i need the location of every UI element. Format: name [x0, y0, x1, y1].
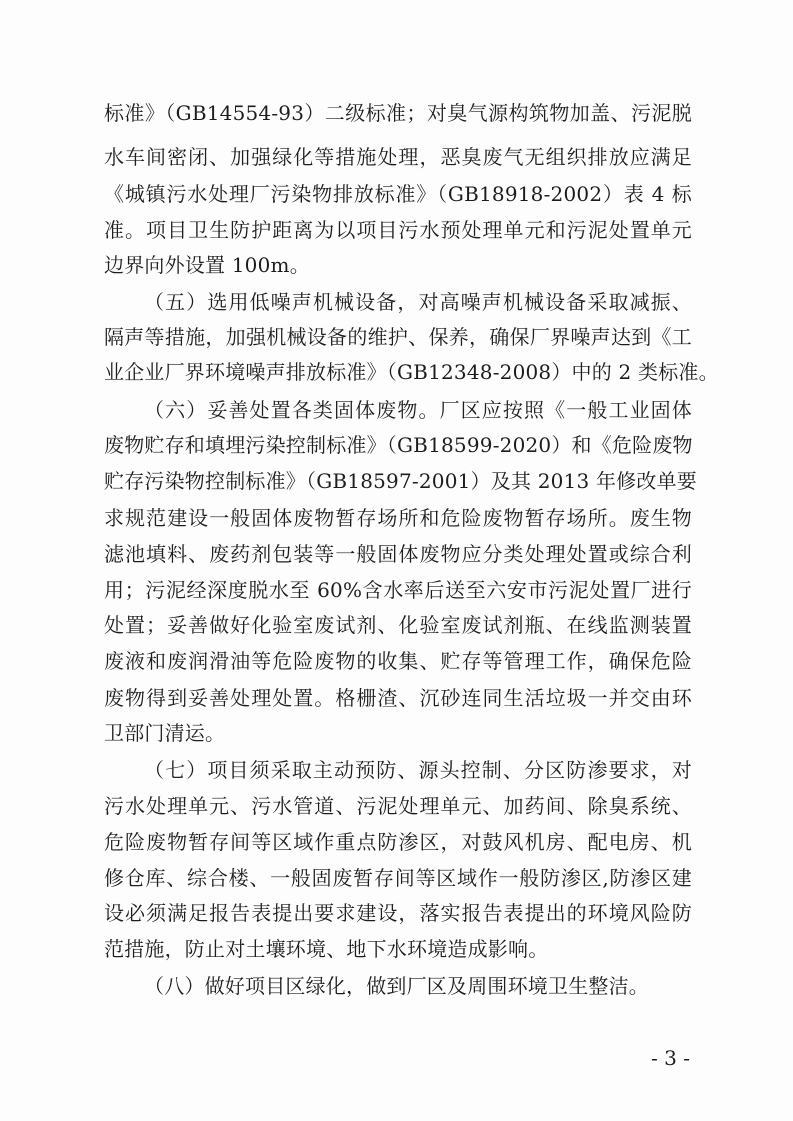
body-line: 范措施，防止对土壤环境、地下水环境造成影响。 — [104, 937, 549, 961]
body-line: 标准》（GB14554-93）二级标准；对臭气源构筑物加盖、污泥脱 — [104, 101, 692, 125]
body-line: 滤池填料、废药剂包装等一般固体废物应分类处理处置或综合利 — [104, 542, 692, 566]
body-line: 废物贮存和填埋污染控制标准》（GB18599-2020）和《危险废物 — [104, 433, 693, 457]
body-line: 设必须满足报告表提出要求建设，落实报告表提出的环境风险防 — [104, 901, 692, 925]
body-line: 业企业厂界环境噪声排放标准》（GB12348-2008）中的 2 类标准。 — [104, 360, 719, 384]
body-line: 隔声等措施，加强机械设备的维护、保养，确保厂界噪声达到《工 — [104, 325, 692, 349]
section-six-heading-line: （六）妥善处置各类固体废物。厂区应按照《一般工业固体 — [144, 398, 692, 422]
body-line: 水车间密闭、加强绿化等措施处理，恶臭废气无组织排放应满足 — [104, 145, 692, 169]
body-line: 贮存污染物控制标准》（GB18597-2001）及其 2013 年修改单要 — [104, 469, 697, 493]
page-number: - 3 - — [651, 1046, 690, 1070]
body-line: 卫部门清运。 — [104, 721, 226, 745]
body-line: 修仓库、综合楼、一般固废暂存间等区域作一般防渗区,防渗区建 — [104, 866, 692, 890]
section-eight-heading-line: （八）做好项目区绿化，做到厂区及周围环境卫生整洁。 — [144, 974, 649, 998]
body-line: 《城镇污水处理厂污染物排放标准》（GB18918-2002）表 4 标 — [104, 182, 692, 206]
body-line: 准。项目卫生防护距离为以项目污水预处理单元和污泥处置单元 — [104, 218, 692, 242]
section-seven-heading-line: （七）项目须采取主动预防、源头控制、分区防渗要求，对 — [144, 758, 692, 782]
body-line: 处置；妥善做好化验室废试剂、化验室废试剂瓶、在线监测装置 — [104, 613, 692, 637]
body-line: 求规范建设一般固体废物暂存场所和危险废物暂存场所。废生物 — [104, 506, 692, 530]
body-line: 污水处理单元、污水管道、污泥处理单元、加药间、除臭系统、 — [104, 794, 692, 818]
body-line: 危险废物暂存间等区域作重点防渗区，对鼓风机房、配电房、机 — [104, 830, 692, 854]
section-five-heading-line: （五）选用低噪声机械设备，对高噪声机械设备采取减振、 — [144, 290, 692, 314]
body-line: 边界向外设置 100m。 — [104, 253, 310, 277]
body-line: 废液和废润滑油等危险废物的收集、贮存等管理工作，确保危险 — [104, 649, 692, 673]
body-line: 废物得到妥善处理处置。格栅渣、沉砂连同生活垃圾一并交由环 — [104, 686, 692, 710]
body-line: 用；污泥经深度脱水至 60%含水率后送至六安市污泥处置厂进行 — [104, 578, 692, 602]
